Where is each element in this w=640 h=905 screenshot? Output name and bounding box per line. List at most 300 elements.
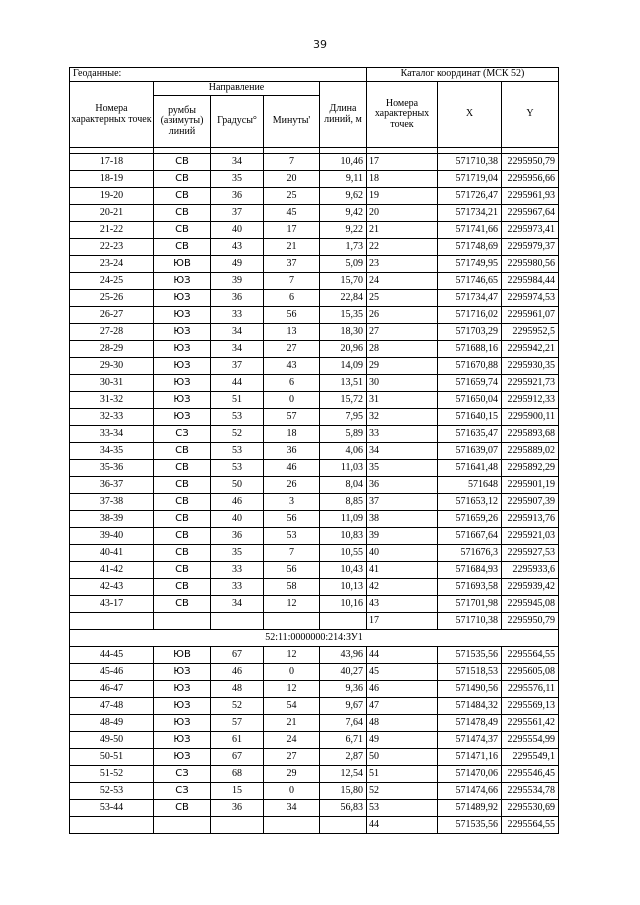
table-row: [70, 817, 559, 834]
minutes-cell: 21: [264, 239, 320, 256]
catalog-point-cell: 17: [367, 613, 438, 630]
degrees-cell: 40: [211, 222, 264, 239]
table-row: [70, 562, 559, 579]
catalog-point-cell: 35: [367, 460, 438, 477]
x-coord-cell: 571670,88: [438, 358, 502, 375]
degrees-cell: 34: [211, 341, 264, 358]
y-coord-cell: 2295913,76: [502, 511, 559, 528]
section2-body: [70, 647, 559, 834]
minutes-cell: 6: [264, 375, 320, 392]
geodata-table: [69, 67, 559, 834]
catalog-point-cell: 37: [367, 494, 438, 511]
length-cell: 11,03: [320, 460, 367, 477]
y-coord-cell: 2295942,21: [502, 341, 559, 358]
line-points-cell: 25-26: [70, 290, 154, 307]
rhumb-cell: ЮЗ: [154, 290, 211, 307]
rhumb-cell: ЮЗ: [154, 749, 211, 766]
rhumb-cell: СВ: [154, 511, 211, 528]
catalog-point-cell: 47: [367, 698, 438, 715]
section2-title: 52:11:0000000:214:ЗУ1: [70, 630, 559, 647]
y-coord-cell: 2295546,45: [502, 766, 559, 783]
length-cell: 18,30: [320, 324, 367, 341]
minutes-cell: 12: [264, 647, 320, 664]
length-cell: 6,71: [320, 732, 367, 749]
degrees-cell: 48: [211, 681, 264, 698]
table-row: [70, 613, 559, 630]
minutes-cell: 3: [264, 494, 320, 511]
x-coord-cell: 571684,93: [438, 562, 502, 579]
line-points-cell: 27-28: [70, 324, 154, 341]
y-coord-cell: 2295933,6: [502, 562, 559, 579]
table-row: [70, 494, 559, 511]
line-points-cell: 38-39: [70, 511, 154, 528]
rhumb-cell: СВ: [154, 443, 211, 460]
minutes-cell: 7: [264, 154, 320, 171]
line-points-cell: 40-41: [70, 545, 154, 562]
rhumb-cell: СВ: [154, 477, 211, 494]
x-coord-cell: 571484,32: [438, 698, 502, 715]
catalog-point-cell: 52: [367, 783, 438, 800]
line-points-cell: [70, 613, 154, 630]
catalog-point-cell: 34: [367, 443, 438, 460]
minutes-cell: 43: [264, 358, 320, 375]
degrees-header: Градусы°: [211, 96, 264, 148]
catalog-point-cell: 51: [367, 766, 438, 783]
x-coord-cell: 571641,48: [438, 460, 502, 477]
x-coord-cell: 571535,56: [438, 817, 502, 834]
rhumb-cell: СВ: [154, 222, 211, 239]
x-coord-cell: 571734,21: [438, 205, 502, 222]
line-points-cell: 28-29: [70, 341, 154, 358]
degrees-cell: 49: [211, 256, 264, 273]
y-coord-cell: 2295901,19: [502, 477, 559, 494]
length-cell: 7,95: [320, 409, 367, 426]
degrees-cell: 36: [211, 290, 264, 307]
minutes-cell: 20: [264, 171, 320, 188]
minutes-header: Минуты': [264, 96, 320, 148]
table-row: [70, 715, 559, 732]
minutes-cell: 53: [264, 528, 320, 545]
catalog-point-cell: 48: [367, 715, 438, 732]
minutes-cell: 0: [264, 392, 320, 409]
rhumb-cell: ЮВ: [154, 256, 211, 273]
minutes-cell: 21: [264, 715, 320, 732]
y-coord-cell: 2295907,39: [502, 494, 559, 511]
minutes-cell: 54: [264, 698, 320, 715]
degrees-cell: 67: [211, 749, 264, 766]
table-row: [70, 171, 559, 188]
table-row: [70, 749, 559, 766]
rhumb-cell: СВ: [154, 494, 211, 511]
line-points-cell: 39-40: [70, 528, 154, 545]
y-coord-cell: 2295950,79: [502, 613, 559, 630]
line-points-cell: 44-45: [70, 647, 154, 664]
table-row: [70, 460, 559, 477]
length-cell: 10,13: [320, 579, 367, 596]
x-coord-cell: 571659,26: [438, 511, 502, 528]
line-points-cell: 24-25: [70, 273, 154, 290]
minutes-cell: 12: [264, 681, 320, 698]
rhumb-cell: СЗ: [154, 426, 211, 443]
length-cell: 10,55: [320, 545, 367, 562]
length-cell: 9,42: [320, 205, 367, 222]
catalog-point-cell: 49: [367, 732, 438, 749]
y-coord-cell: 2295973,41: [502, 222, 559, 239]
y-coord-cell: 2295576,11: [502, 681, 559, 698]
catalog-point-cell: 33: [367, 426, 438, 443]
catalog-point-cell: 44: [367, 647, 438, 664]
minutes-cell: 7: [264, 273, 320, 290]
catalog-point-cell: 26: [367, 307, 438, 324]
line-points-cell: 42-43: [70, 579, 154, 596]
catalog-point-cell: 50: [367, 749, 438, 766]
table-row: [70, 375, 559, 392]
rhumb-cell: ЮЗ: [154, 715, 211, 732]
table-row: [70, 273, 559, 290]
table-row: [70, 579, 559, 596]
line-points-cell: 23-24: [70, 256, 154, 273]
degrees-cell: 37: [211, 205, 264, 222]
length-cell: 9,62: [320, 188, 367, 205]
minutes-cell: 12: [264, 596, 320, 613]
minutes-cell: [264, 613, 320, 630]
x-coord-cell: 571648: [438, 477, 502, 494]
catalog-point-cell: 21: [367, 222, 438, 239]
y-coord-cell: 2295561,42: [502, 715, 559, 732]
line-points-cell: 26-27: [70, 307, 154, 324]
rhumb-cell: СВ: [154, 171, 211, 188]
length-cell: 2,87: [320, 749, 367, 766]
rhumbs-header: румбы (азимуты) линий: [154, 96, 211, 148]
y-coord-cell: 2295893,68: [502, 426, 559, 443]
degrees-cell: 40: [211, 511, 264, 528]
catalog-point-cell: 44: [367, 817, 438, 834]
length-cell: 10,43: [320, 562, 367, 579]
rhumb-cell: ЮЗ: [154, 681, 211, 698]
y-coord-cell: 2295892,29: [502, 460, 559, 477]
x-coord-cell: 571688,16: [438, 341, 502, 358]
x-coord-cell: 571639,07: [438, 443, 502, 460]
rhumb-cell: СВ: [154, 562, 211, 579]
catalog-point-cell: 24: [367, 273, 438, 290]
degrees-cell: 37: [211, 358, 264, 375]
table-row: [70, 205, 559, 222]
table-row: [70, 324, 559, 341]
direction-header: Направление: [154, 82, 320, 96]
rhumb-cell: ЮЗ: [154, 409, 211, 426]
catalog-point-cell: 18: [367, 171, 438, 188]
minutes-cell: 37: [264, 256, 320, 273]
line-points-cell: 31-32: [70, 392, 154, 409]
y-coord-cell: 2295564,55: [502, 817, 559, 834]
rhumb-cell: ЮЗ: [154, 307, 211, 324]
y-coord-cell: 2295952,5: [502, 324, 559, 341]
minutes-cell: 58: [264, 579, 320, 596]
degrees-cell: 36: [211, 800, 264, 817]
x-coord-cell: 571693,58: [438, 579, 502, 596]
y-coord-cell: 2295549,1: [502, 749, 559, 766]
degrees-cell: 57: [211, 715, 264, 732]
rhumb-cell: [154, 817, 211, 834]
length-cell: 56,83: [320, 800, 367, 817]
x-coord-cell: 571719,04: [438, 171, 502, 188]
line-points-cell: 50-51: [70, 749, 154, 766]
minutes-cell: 57: [264, 409, 320, 426]
degrees-cell: 51: [211, 392, 264, 409]
length-cell: 15,80: [320, 783, 367, 800]
degrees-cell: 36: [211, 528, 264, 545]
minutes-cell: 13: [264, 324, 320, 341]
minutes-cell: 26: [264, 477, 320, 494]
catalog-point-cell: 29: [367, 358, 438, 375]
degrees-cell: 34: [211, 324, 264, 341]
catalog-point-cell: 39: [367, 528, 438, 545]
catalog-point-cell: 45: [367, 664, 438, 681]
catalog-point-cell: 46: [367, 681, 438, 698]
line-points-cell: 29-30: [70, 358, 154, 375]
table-row: [70, 545, 559, 562]
catalog-point-cell: 32: [367, 409, 438, 426]
y-coord-cell: 2295945,08: [502, 596, 559, 613]
catalog-points-header: Номера характерных точек: [367, 82, 438, 148]
section2-title-body: [70, 630, 559, 647]
degrees-cell: 33: [211, 562, 264, 579]
catalog-point-cell: 38: [367, 511, 438, 528]
x-coord-cell: 571667,64: [438, 528, 502, 545]
length-cell: 1,73: [320, 239, 367, 256]
minutes-cell: 34: [264, 800, 320, 817]
length-cell: 10,83: [320, 528, 367, 545]
line-points-cell: [70, 817, 154, 834]
rhumb-cell: ЮЗ: [154, 358, 211, 375]
minutes-cell: 7: [264, 545, 320, 562]
catalog-point-cell: 17: [367, 154, 438, 171]
line-points-cell: 48-49: [70, 715, 154, 732]
y-coord-cell: 2295984,44: [502, 273, 559, 290]
y-coord-cell: 2295950,79: [502, 154, 559, 171]
y-coord-cell: 2295912,33: [502, 392, 559, 409]
rhumb-cell: [154, 613, 211, 630]
degrees-cell: 36: [211, 188, 264, 205]
y-coord-cell: 2295900,11: [502, 409, 559, 426]
length-cell: 15,35: [320, 307, 367, 324]
minutes-cell: 46: [264, 460, 320, 477]
line-points-cell: 53-44: [70, 800, 154, 817]
length-cell: [320, 613, 367, 630]
catalog-point-cell: 22: [367, 239, 438, 256]
x-coord-cell: 571734,47: [438, 290, 502, 307]
x-coord-cell: 571716,02: [438, 307, 502, 324]
catalog-point-cell: 31: [367, 392, 438, 409]
rhumb-cell: СВ: [154, 528, 211, 545]
degrees-cell: 50: [211, 477, 264, 494]
line-points-cell: 34-35: [70, 443, 154, 460]
length-cell: 12,54: [320, 766, 367, 783]
degrees-cell: 53: [211, 409, 264, 426]
rhumb-cell: ЮЗ: [154, 698, 211, 715]
line-points-cell: 45-46: [70, 664, 154, 681]
length-cell: [320, 817, 367, 834]
line-points-cell: 30-31: [70, 375, 154, 392]
x-coord-cell: 571710,38: [438, 154, 502, 171]
x-coord-cell: 571701,98: [438, 596, 502, 613]
table-row: [70, 528, 559, 545]
line-points-cell: 17-18: [70, 154, 154, 171]
minutes-cell: 27: [264, 749, 320, 766]
catalog-point-cell: 25: [367, 290, 438, 307]
x-coord-cell: 571478,49: [438, 715, 502, 732]
table-row: [70, 681, 559, 698]
length-cell: 10,16: [320, 596, 367, 613]
line-points-cell: 21-22: [70, 222, 154, 239]
catalog-point-cell: 42: [367, 579, 438, 596]
points-header: Номера характерных точек: [70, 82, 154, 148]
line-points-cell: 37-38: [70, 494, 154, 511]
y-coord-cell: 2295554,99: [502, 732, 559, 749]
length-cell: 15,70: [320, 273, 367, 290]
y-coord-cell: 2295564,55: [502, 647, 559, 664]
x-coord-cell: 571640,15: [438, 409, 502, 426]
x-coord-cell: 571741,66: [438, 222, 502, 239]
line-points-cell: 36-37: [70, 477, 154, 494]
minutes-cell: [264, 817, 320, 834]
rhumb-cell: СВ: [154, 545, 211, 562]
line-points-cell: 18-19: [70, 171, 154, 188]
y-coord-cell: 2295974,53: [502, 290, 559, 307]
x-coord-cell: 571710,38: [438, 613, 502, 630]
length-cell: 9,36: [320, 681, 367, 698]
x-coord-cell: 571659,74: [438, 375, 502, 392]
x-coord-cell: 571489,92: [438, 800, 502, 817]
y-coord-cell: 2295980,56: [502, 256, 559, 273]
table-row: [70, 596, 559, 613]
minutes-cell: 56: [264, 511, 320, 528]
line-points-cell: 32-33: [70, 409, 154, 426]
line-points-cell: 51-52: [70, 766, 154, 783]
degrees-cell: 53: [211, 460, 264, 477]
table-row: [70, 341, 559, 358]
rhumb-cell: СВ: [154, 579, 211, 596]
degrees-cell: 53: [211, 443, 264, 460]
y-coord-cell: 2295605,08: [502, 664, 559, 681]
y-coord-cell: 2295889,02: [502, 443, 559, 460]
rhumb-cell: СВ: [154, 239, 211, 256]
table-row: [70, 290, 559, 307]
length-header: Длина линий, м: [320, 82, 367, 148]
minutes-cell: 17: [264, 222, 320, 239]
rhumb-cell: ЮЗ: [154, 273, 211, 290]
table-row: [70, 664, 559, 681]
y-coord-cell: 2295967,64: [502, 205, 559, 222]
rhumb-cell: СВ: [154, 154, 211, 171]
length-cell: 9,22: [320, 222, 367, 239]
degrees-cell: 44: [211, 375, 264, 392]
catalog-point-cell: 36: [367, 477, 438, 494]
rhumb-cell: ЮЗ: [154, 392, 211, 409]
length-cell: 11,09: [320, 511, 367, 528]
table-row: [70, 222, 559, 239]
table-row: [70, 511, 559, 528]
table-row: [70, 732, 559, 749]
table-row: [70, 154, 559, 171]
line-points-cell: 22-23: [70, 239, 154, 256]
degrees-cell: 43: [211, 239, 264, 256]
table-row: [70, 783, 559, 800]
degrees-cell: 34: [211, 596, 264, 613]
degrees-cell: [211, 817, 264, 834]
rhumb-cell: СВ: [154, 205, 211, 222]
rhumb-cell: СЗ: [154, 783, 211, 800]
degrees-cell: 67: [211, 647, 264, 664]
x-coord-cell: 571703,29: [438, 324, 502, 341]
catalog-point-cell: 28: [367, 341, 438, 358]
degrees-cell: 52: [211, 698, 264, 715]
table-row: [70, 358, 559, 375]
table-row: [70, 426, 559, 443]
minutes-cell: 36: [264, 443, 320, 460]
rhumb-cell: ЮЗ: [154, 375, 211, 392]
y-coord-cell: 2295930,35: [502, 358, 559, 375]
table-row: [70, 800, 559, 817]
length-cell: 13,51: [320, 375, 367, 392]
rhumb-cell: СВ: [154, 596, 211, 613]
degrees-cell: 35: [211, 171, 264, 188]
catalog-point-cell: 19: [367, 188, 438, 205]
length-cell: 7,64: [320, 715, 367, 732]
line-points-cell: 46-47: [70, 681, 154, 698]
line-points-cell: 52-53: [70, 783, 154, 800]
table-row: [70, 392, 559, 409]
catalog-point-cell: 40: [367, 545, 438, 562]
y-coord-cell: 2295979,37: [502, 239, 559, 256]
section1-body: [70, 154, 559, 630]
minutes-cell: 6: [264, 290, 320, 307]
x-coord-cell: 571749,95: [438, 256, 502, 273]
x-coord-cell: 571676,3: [438, 545, 502, 562]
length-cell: 4,06: [320, 443, 367, 460]
length-cell: 14,09: [320, 358, 367, 375]
degrees-cell: 34: [211, 154, 264, 171]
line-points-cell: 19-20: [70, 188, 154, 205]
catalog-point-cell: 20: [367, 205, 438, 222]
rhumb-cell: СВ: [154, 460, 211, 477]
table-row: [70, 477, 559, 494]
rhumb-cell: ЮЗ: [154, 324, 211, 341]
geodata-header: Геоданные:: [70, 68, 367, 82]
y-coord-cell: 2295921,73: [502, 375, 559, 392]
minutes-cell: 56: [264, 562, 320, 579]
catalog-point-cell: 27: [367, 324, 438, 341]
minutes-cell: 29: [264, 766, 320, 783]
y-coord-cell: 2295956,66: [502, 171, 559, 188]
length-cell: 40,27: [320, 664, 367, 681]
rhumb-cell: СВ: [154, 800, 211, 817]
minutes-cell: 0: [264, 664, 320, 681]
table-row: [70, 256, 559, 273]
degrees-cell: 46: [211, 664, 264, 681]
x-coord-cell: 571726,47: [438, 188, 502, 205]
length-cell: 9,11: [320, 171, 367, 188]
y-coord-cell: 2295939,42: [502, 579, 559, 596]
table-row: [70, 307, 559, 324]
x-coord-cell: 571471,16: [438, 749, 502, 766]
x-coord-cell: 571748,69: [438, 239, 502, 256]
degrees-cell: 52: [211, 426, 264, 443]
x-coord-cell: 571650,04: [438, 392, 502, 409]
y-coord-cell: 2295534,78: [502, 783, 559, 800]
rhumb-cell: ЮЗ: [154, 732, 211, 749]
y-coord-cell: 2295961,93: [502, 188, 559, 205]
